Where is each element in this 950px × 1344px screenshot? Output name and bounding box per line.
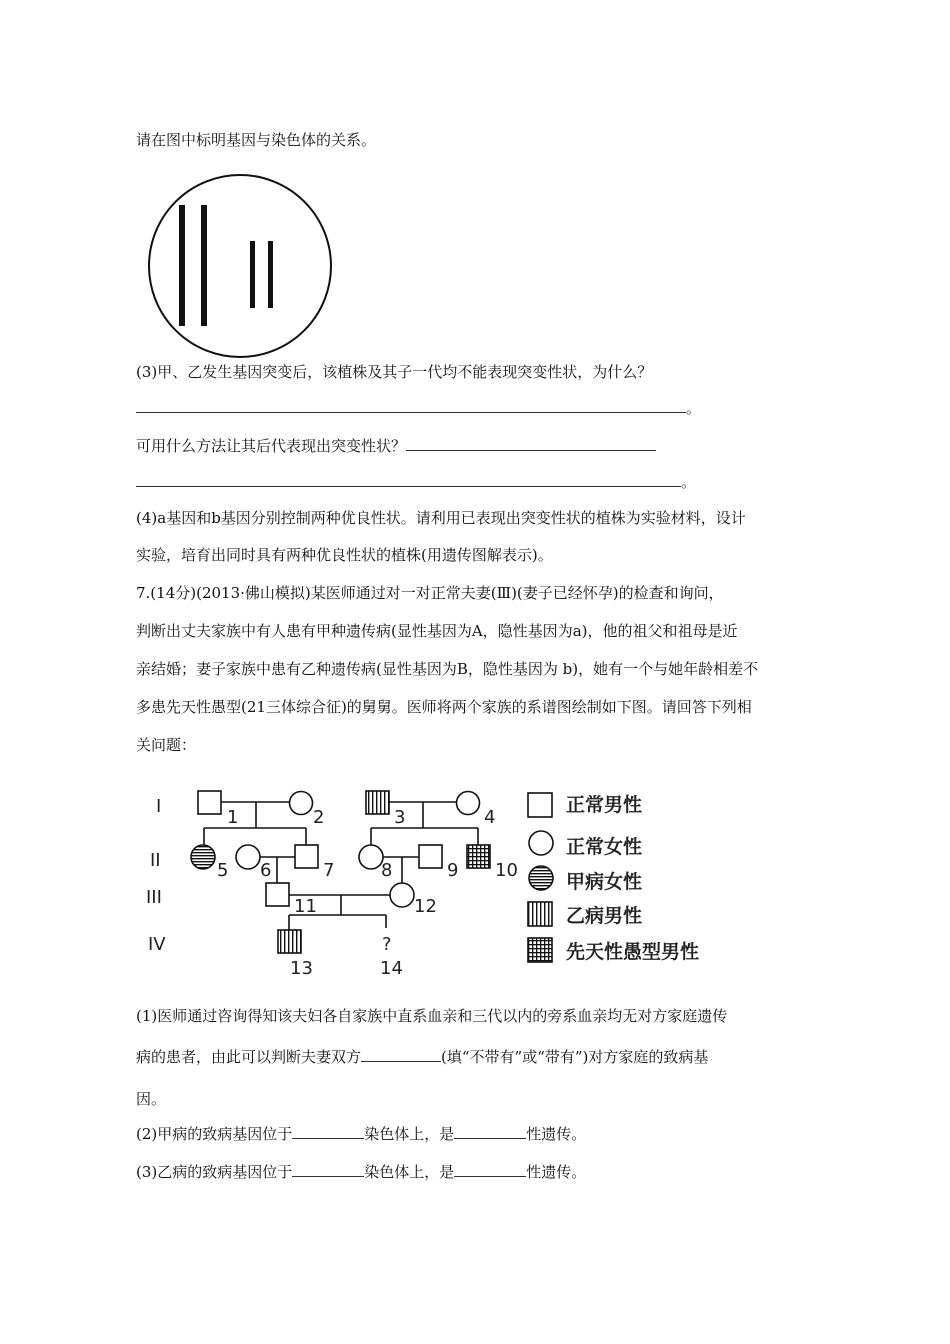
individual-13-disease-b-male — [278, 930, 301, 953]
answer-blank[interactable] — [454, 1124, 526, 1139]
individual-number-7: 7 — [323, 860, 335, 881]
individual-number-2: 2 — [313, 807, 325, 828]
q4-line-2: 实验，培育出同时具有两种优良性状的植株(用遗传图解表示)。 — [136, 546, 553, 564]
q3-question: (3)甲、乙发生基因突变后，该植株及其子一代均不能表现突变性状，为什么？ — [136, 363, 653, 381]
answer-blank[interactable] — [454, 1162, 526, 1177]
sub-q1-text-pre: 病的患者，由此可以判断夫妻双方 — [136, 1048, 362, 1066]
q7-line-2: 判断出丈夫家族中有人患有甲种遗传病(显性基因为A，隐性基因为a)，他的祖父和祖母是近 — [136, 622, 738, 640]
chromosome-long-1 — [179, 205, 185, 326]
individual-8-normal-female — [359, 845, 383, 869]
q4-line-1: (4)a基因和b基因分别控制两种优良性状。请利用已表现出突变性状的植株为实验材料，设计 — [136, 509, 746, 527]
answer-blank[interactable] — [292, 1124, 364, 1139]
legend-label-disease-a-female: 甲病女性 — [566, 871, 643, 893]
chromosome-long-2 — [201, 205, 207, 326]
generation-label-1: I — [156, 796, 162, 817]
answer-blank[interactable] — [406, 436, 656, 451]
individual-7-normal-male — [295, 845, 318, 868]
disease-a-female-icon — [529, 866, 553, 890]
legend-label-disease-b-male: 乙病男性 — [566, 905, 643, 927]
individual-number-13: 13 — [290, 958, 313, 979]
q3-method-line — [136, 436, 656, 456]
chromosome-short-2 — [268, 241, 273, 308]
normal-male-icon — [528, 793, 552, 817]
individual-4-normal-female — [457, 792, 480, 815]
individual-number-11: 11 — [294, 896, 317, 917]
sub-q1-line-1: (1)医师通过咨询得知该夫妇各自家族中直系血亲和三代以内的旁系血亲均无对方家庭遗传 — [136, 1007, 728, 1025]
q7-line-4: 多患先天性愚型(21三体综合征)的舅舅。医师将两个家族的系谱图绘制如下图。请回答下列相 — [136, 698, 752, 716]
legend-label-down-syndrome-male: 先天性愚型男性 — [566, 941, 700, 963]
q7-line-3: 亲结婚；妻子家族中患有乙种遗传病(显性基因为B，隐性基因为 b)，她有一个与她年龄相差不 — [136, 660, 759, 678]
cell-diagram — [149, 175, 331, 357]
individual-number-8: 8 — [381, 860, 393, 881]
individual-11-normal-male — [266, 883, 289, 906]
individual-3-disease-b-male — [366, 791, 389, 814]
individual-12-normal-female — [390, 883, 414, 907]
individual-number-3: 3 — [394, 807, 406, 828]
answer-blank[interactable] — [136, 398, 686, 413]
sub-q3-text-mid: 染色体上，是 — [364, 1163, 455, 1181]
generation-label-3: III — [146, 887, 162, 908]
q7-line-5: 关问题： — [136, 736, 197, 754]
legend-label-normal-female: 正常女性 — [566, 836, 643, 858]
normal-female-icon — [529, 831, 553, 855]
individual-number-14: 14 — [380, 958, 403, 979]
individual-number-5: 5 — [217, 860, 229, 881]
individual-number-12: 12 — [414, 896, 437, 917]
q3-answer-line-2 — [136, 472, 696, 492]
individual-5-disease-a-female — [191, 845, 215, 869]
q7-line-1: 7.(14分)(2013·佛山模拟)某医师通过对一对正常夫妻(Ⅲ)(妻子已经怀孕)的检查和询问， — [136, 584, 724, 602]
sub-q3-text-post: 性遗传。 — [526, 1163, 587, 1181]
sub-q1-text-post: (填“不带有”或“带有”)对方家庭的致病基 — [441, 1048, 709, 1066]
individual-number-6: 6 — [260, 860, 272, 881]
sub-q1-line-3: 因。 — [136, 1090, 167, 1108]
individual-6-normal-female — [236, 845, 260, 869]
legend-label-normal-male: 正常男性 — [566, 794, 643, 816]
down-syndrome-male-icon — [528, 938, 552, 962]
q3-method-question: 可用什么方法让其后代表现出突变性状？ — [136, 437, 407, 455]
individual-number-1: 1 — [227, 807, 239, 828]
chromosome-short-1 — [250, 241, 255, 308]
intro-text: 请在图中标明基因与染色体的关系。 — [136, 131, 377, 149]
sub-q2-text-post: 性遗传。 — [526, 1125, 587, 1143]
cell-circle — [149, 175, 331, 357]
sub-q2-text-pre: (2)甲病的致病基因位于 — [136, 1125, 293, 1143]
end-mark: 。 — [681, 473, 697, 491]
individual-2-normal-female — [290, 792, 313, 815]
individual-10-down-syndrome-male — [467, 845, 490, 868]
individual-number-10: 10 — [495, 860, 518, 881]
individual-number-9: 9 — [447, 860, 459, 881]
sub-q3-line — [136, 1162, 586, 1182]
sub-q1-line-2 — [136, 1047, 708, 1067]
answer-blank[interactable] — [292, 1162, 364, 1177]
answer-blank[interactable] — [361, 1047, 441, 1062]
individual-1-normal-male — [198, 791, 221, 814]
unknown-child-mark: ? — [382, 934, 392, 955]
disease-b-male-icon — [528, 902, 552, 926]
q3-answer-line-1 — [136, 398, 701, 418]
generation-label-4: IV — [148, 934, 166, 955]
end-mark: 。 — [686, 399, 702, 417]
individual-number-4: 4 — [484, 807, 496, 828]
sub-q2-text-mid: 染色体上，是 — [364, 1125, 455, 1143]
answer-blank[interactable] — [136, 472, 681, 487]
sub-q2-line — [136, 1124, 586, 1144]
individual-9-normal-male — [419, 845, 442, 868]
generation-label-2: II — [150, 850, 161, 871]
sub-q3-text-pre: (3)乙病的致病基因位于 — [136, 1163, 293, 1181]
